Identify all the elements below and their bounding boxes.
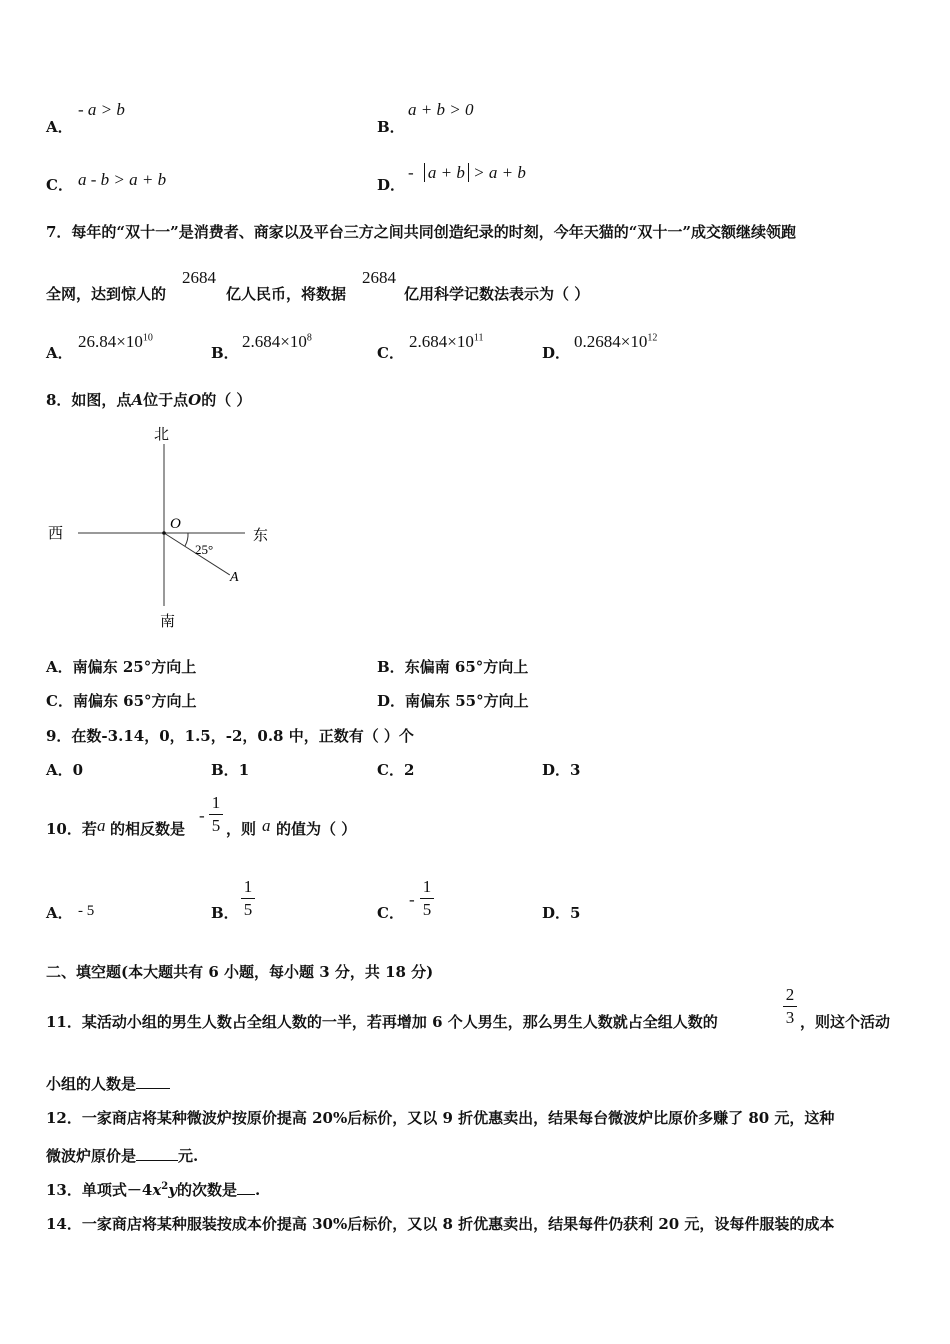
section-2-title: 二、填空题(本大题共有 6 小题，每小题 3 分，共 18 分) xyxy=(46,963,434,981)
q7-number-1: 2684 xyxy=(182,268,216,287)
q12-line2: 微波炉原价是 元. xyxy=(46,1147,199,1165)
q10-neg: - xyxy=(199,806,205,825)
compass-diagram xyxy=(40,420,280,635)
q10-option-c-neg: - xyxy=(409,890,415,909)
q11-line1-end: ，则这个活动 xyxy=(800,1013,891,1031)
q10-stem-c: ，则 xyxy=(226,820,257,838)
q11-fraction: 2 3 xyxy=(783,985,797,1028)
q10-var-2: a xyxy=(262,816,271,835)
q10-option-b-label: B． xyxy=(211,904,239,922)
origin-dot xyxy=(162,531,166,535)
q7-number-2: 2684 xyxy=(362,268,396,287)
q13-stem: 13．单项式$-4x^2y$的次数是 . xyxy=(46,1181,261,1199)
q7-line2a: 全网，达到惊人的 xyxy=(46,285,167,303)
q13-blank xyxy=(237,1194,255,1195)
q6-option-d-expr xyxy=(408,163,526,183)
q8-option-d: D．南偏东 55°方向上 xyxy=(377,692,529,710)
q10-stem-d: 的值为（ ） xyxy=(276,820,357,838)
q9-stem: 9．在数-3.14，0，1.5，-2，0.8 中，正数有（ ）个 xyxy=(46,727,414,745)
q8-option-b: B．东偏南 65°方向上 xyxy=(377,658,529,676)
q7-option-c-value: $2.684\times 10^{11}$ xyxy=(409,332,484,351)
q10-option-c-label: C． xyxy=(377,904,404,922)
q6-option-b-expr: a + b > 0 xyxy=(408,100,474,119)
origin-label: O xyxy=(170,516,181,532)
q6-option-c-expr: a - b > a + b xyxy=(78,170,167,189)
q8-option-c: C．南偏东 65°方向上 xyxy=(46,692,197,710)
q10-stem-b: 的相反数是 xyxy=(110,820,186,838)
q12-blank xyxy=(136,1160,178,1161)
q10-option-b-fraction: 1 5 xyxy=(241,877,255,920)
angle-arc xyxy=(185,533,188,546)
q7-line2c: 亿用科学记数法表示为（ ） xyxy=(404,285,590,303)
q9-option-b: B．1 xyxy=(211,761,250,779)
q10-stem-a: 10．若 xyxy=(46,820,97,838)
q6-option-c-label: C． xyxy=(46,176,73,194)
q8-option-a: A．南偏东 25°方向上 xyxy=(46,658,197,676)
q10-option-a-label: A． xyxy=(46,904,73,922)
q10-fraction: 1 5 xyxy=(209,793,223,836)
q7-line1: 7．每年的“双十一”是消费者、商家以及平台三方之间共同创造纪录的时刻，今年天猫的“双十一”成交额继续领跑 xyxy=(46,223,796,241)
q6-option-a-expr: - a > b xyxy=(78,100,125,119)
q7-option-c-label: C． xyxy=(377,344,404,362)
q7-option-d-label: D． xyxy=(542,344,571,362)
point-a-label: A xyxy=(230,570,239,585)
q7-option-a-label: A． xyxy=(46,344,73,362)
q6-d-rest: > a + b xyxy=(468,163,526,182)
q9-option-a: A．0 xyxy=(46,761,84,779)
q10-option-d: D．5 xyxy=(542,904,581,922)
q7-option-d-value: $0.2684\times 10^{12}$ xyxy=(574,332,658,351)
q11-line1: 11．某活动小组的男生人数占全组人数的一半，若再增加 6 个人男生，那么男生人数就占全组人数的 xyxy=(46,1013,718,1031)
q6-option-b-label: B． xyxy=(377,118,405,136)
q9-option-d: D．3 xyxy=(542,761,581,779)
west-label: 西 xyxy=(48,524,64,542)
q6-d-abs: a + b xyxy=(424,163,469,182)
q10-var-1: a xyxy=(97,816,106,835)
angle-label: 25° xyxy=(195,542,214,557)
q11-line2: 小组的人数是 xyxy=(46,1073,170,1094)
q14-line1: 14．一家商店将某种服装按成本价提高 30%后标价，又以 8 折优惠卖出，结果每件仍获利 20 元，设每件服装的成本 xyxy=(46,1215,835,1233)
q9-option-c: C．2 xyxy=(377,761,415,779)
q6-option-d-label: D． xyxy=(377,176,406,194)
q10-option-a-value: - 5 xyxy=(78,903,95,919)
south-label: 南 xyxy=(160,612,176,630)
q6-option-a-label: A． xyxy=(46,118,73,136)
q7-option-b-label: B． xyxy=(211,344,239,362)
q7-option-a-value: $26.84\times 10^{10}$ xyxy=(78,332,153,351)
q10-option-c-fraction: 1 5 xyxy=(420,877,434,920)
q7-option-b-value: $2.684\times 10^8$ xyxy=(242,332,312,351)
q7-line2b: 亿人民币，将数据 xyxy=(226,285,347,303)
north-label: 北 xyxy=(154,425,170,443)
east-label: 东 xyxy=(253,526,269,544)
q11-blank xyxy=(136,1088,170,1089)
q8-stem: 8．如图，点A位于点O的（ ） xyxy=(46,391,252,409)
q6-d-minus: - xyxy=(408,163,414,182)
q12-line1: 12．一家商店将某种微波炉按原价提高 20%后标价，又以 9 折优惠卖出，结果每台微波炉比原价多赚了 80 元，这种 xyxy=(46,1109,835,1127)
